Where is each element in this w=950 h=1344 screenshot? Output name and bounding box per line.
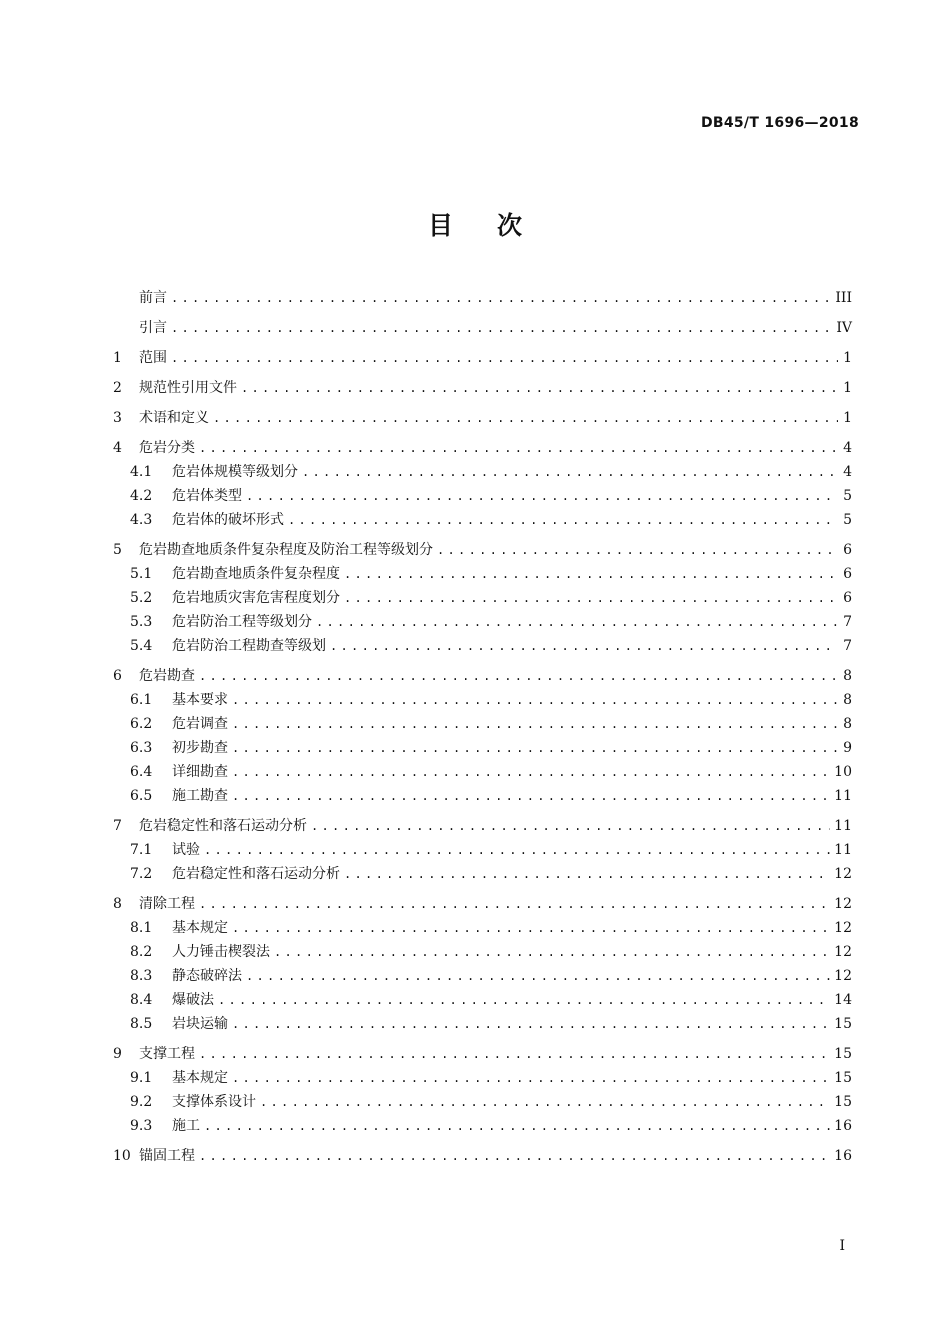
dot-leader bbox=[204, 1114, 830, 1138]
toc-entry-number: 8.1 bbox=[130, 920, 153, 936]
toc-entry[interactable] bbox=[113, 376, 852, 400]
toc-entry[interactable] bbox=[113, 1114, 852, 1138]
toc-entry-page: III bbox=[835, 290, 852, 306]
toc-entry-page: 12 bbox=[834, 944, 852, 960]
toc-entry-label: 危岩调查 bbox=[172, 716, 228, 732]
toc-entry[interactable] bbox=[113, 484, 852, 508]
dot-leader bbox=[171, 316, 832, 340]
toc-entry-page: 15 bbox=[834, 1094, 852, 1110]
toc-entry-label: 引言 bbox=[139, 320, 167, 336]
toc-entry-label: 静态破碎法 bbox=[172, 968, 242, 984]
toc-entry-number: 5.2 bbox=[130, 590, 153, 606]
toc-entry-number: 7.2 bbox=[130, 866, 153, 882]
toc-entry-page: 7 bbox=[843, 638, 852, 654]
toc-entry-number: 9.2 bbox=[130, 1094, 153, 1110]
toc-entry-number: 4.2 bbox=[130, 488, 153, 504]
toc-entry[interactable] bbox=[113, 988, 852, 1012]
toc-entry-label: 支撑体系设计 bbox=[172, 1094, 256, 1110]
toc-entry-number: 2 bbox=[113, 380, 122, 396]
toc-entry-label: 支撑工程 bbox=[139, 1046, 195, 1062]
toc-entry-number: 5.3 bbox=[130, 614, 153, 630]
table-of-contents bbox=[113, 286, 852, 1168]
dot-leader bbox=[213, 406, 838, 430]
toc-entry[interactable] bbox=[113, 436, 852, 460]
toc-entry-label: 危岩勘查地质条件复杂程度 bbox=[172, 566, 340, 582]
toc-entry-label: 危岩体的破坏形式 bbox=[172, 512, 284, 528]
toc-entry[interactable] bbox=[113, 736, 852, 760]
toc-entry-page: 12 bbox=[834, 896, 852, 912]
toc-entry-page: 11 bbox=[834, 842, 852, 858]
toc-entry-page: 16 bbox=[834, 1118, 852, 1134]
toc-entry-label: 危岩防治工程勘查等级划 bbox=[172, 638, 326, 654]
document-code: DB45/T 1696—2018 bbox=[700, 115, 859, 131]
toc-entry-label: 前言 bbox=[139, 290, 167, 306]
toc-entry[interactable] bbox=[113, 610, 852, 634]
toc-entry[interactable] bbox=[113, 814, 852, 838]
dot-leader bbox=[232, 916, 830, 940]
toc-entry-number: 6 bbox=[113, 668, 122, 684]
dot-leader bbox=[330, 634, 838, 658]
toc-entry-page: 16 bbox=[834, 1148, 852, 1164]
toc-entry-number: 4.3 bbox=[130, 512, 153, 528]
toc-entry-label: 规范性引用文件 bbox=[139, 380, 237, 396]
toc-entry[interactable] bbox=[113, 688, 852, 712]
toc-entry-number: 7.1 bbox=[130, 842, 153, 858]
toc-entry[interactable] bbox=[113, 712, 852, 736]
toc-entry-number: 6.4 bbox=[130, 764, 153, 780]
page-number: I bbox=[839, 1238, 845, 1254]
dot-leader bbox=[232, 688, 838, 712]
dot-leader bbox=[344, 586, 838, 610]
dot-leader bbox=[171, 286, 831, 310]
toc-entry-label: 施工 bbox=[172, 1118, 200, 1134]
toc-entry-number: 8.2 bbox=[130, 944, 153, 960]
toc-entry-number: 8 bbox=[113, 896, 122, 912]
dot-leader bbox=[232, 736, 838, 760]
toc-entry-label: 岩块运输 bbox=[172, 1016, 228, 1032]
dot-leader bbox=[199, 436, 838, 460]
toc-entry-page: 15 bbox=[834, 1016, 852, 1032]
toc-entry-label: 基本规定 bbox=[172, 1070, 228, 1086]
toc-entry-page: 4 bbox=[843, 464, 852, 480]
dot-leader bbox=[246, 484, 838, 508]
toc-entry-page: 8 bbox=[843, 716, 852, 732]
toc-entry[interactable] bbox=[113, 1144, 852, 1168]
toc-entry-label: 清除工程 bbox=[139, 896, 195, 912]
toc-entry-page: 8 bbox=[843, 668, 852, 684]
toc-entry-page: 15 bbox=[834, 1046, 852, 1062]
toc-entry-label: 初步勘查 bbox=[172, 740, 228, 756]
dot-leader bbox=[260, 1090, 830, 1114]
toc-entry-number: 6.5 bbox=[130, 788, 153, 804]
toc-entry[interactable] bbox=[113, 508, 852, 532]
toc-entry-number: 10 bbox=[113, 1148, 131, 1164]
toc-entry-number: 5.4 bbox=[130, 638, 153, 654]
toc-entry-label: 危岩稳定性和落石运动分析 bbox=[172, 866, 340, 882]
toc-entry-page: 6 bbox=[843, 542, 852, 558]
toc-entry-label: 范围 bbox=[139, 350, 167, 366]
dot-leader bbox=[316, 610, 838, 634]
toc-entry-page: 6 bbox=[843, 566, 852, 582]
dot-leader bbox=[199, 1144, 830, 1168]
dot-leader bbox=[232, 760, 830, 784]
toc-entry-label: 详细勘查 bbox=[172, 764, 228, 780]
toc-entry-label: 术语和定义 bbox=[139, 410, 209, 426]
toc-entry-number: 9.1 bbox=[130, 1070, 153, 1086]
toc-entry-number: 8.4 bbox=[130, 992, 153, 1008]
dot-leader bbox=[246, 964, 830, 988]
dot-leader bbox=[232, 1066, 830, 1090]
toc-entry-page: 1 bbox=[843, 380, 852, 396]
toc-entry-label: 危岩体类型 bbox=[172, 488, 242, 504]
toc-entry-page: 15 bbox=[834, 1070, 852, 1086]
toc-entry-page: 11 bbox=[834, 818, 852, 834]
toc-entry-number: 5 bbox=[113, 542, 122, 558]
dot-leader bbox=[302, 460, 838, 484]
toc-entry-number: 6.3 bbox=[130, 740, 153, 756]
toc-entry[interactable] bbox=[113, 406, 852, 430]
toc-entry-page: 7 bbox=[843, 614, 852, 630]
toc-entry-number: 5.1 bbox=[130, 566, 153, 582]
toc-entry-page: 5 bbox=[843, 488, 852, 504]
dot-leader bbox=[311, 814, 830, 838]
toc-entry[interactable] bbox=[113, 940, 852, 964]
toc-entry-page: 12 bbox=[834, 920, 852, 936]
dot-leader bbox=[199, 664, 838, 688]
page-title: 目次 bbox=[427, 211, 566, 240]
toc-entry-page: 9 bbox=[843, 740, 852, 756]
toc-entry-label: 危岩体规模等级划分 bbox=[172, 464, 298, 480]
toc-entry-page: 10 bbox=[834, 764, 852, 780]
toc-entry-page: IV bbox=[836, 320, 852, 336]
toc-entry-number: 9 bbox=[113, 1046, 122, 1062]
dot-leader bbox=[232, 784, 830, 808]
toc-entry-label: 危岩勘查 bbox=[139, 668, 195, 684]
toc-entry-page: 1 bbox=[843, 410, 852, 426]
toc-entry[interactable] bbox=[113, 562, 852, 586]
toc-entry[interactable] bbox=[113, 316, 852, 340]
toc-entry-number: 8.3 bbox=[130, 968, 153, 984]
toc-entry[interactable] bbox=[113, 1012, 852, 1036]
toc-entry-label: 危岩分类 bbox=[139, 440, 195, 456]
toc-entry-number: 4.1 bbox=[130, 464, 153, 480]
toc-entry[interactable] bbox=[113, 964, 852, 988]
toc-entry-label: 人力锤击楔裂法 bbox=[172, 944, 270, 960]
toc-entry-label: 危岩防治工程等级划分 bbox=[172, 614, 312, 630]
toc-entry[interactable] bbox=[113, 664, 852, 688]
toc-entry[interactable] bbox=[113, 760, 852, 784]
toc-entry-page: 12 bbox=[834, 968, 852, 984]
toc-entry-label: 锚固工程 bbox=[139, 1148, 195, 1164]
dot-leader bbox=[232, 1012, 830, 1036]
dot-leader bbox=[344, 862, 830, 886]
toc-entry-label: 基本规定 bbox=[172, 920, 228, 936]
toc-entry[interactable] bbox=[113, 586, 852, 610]
toc-entry-number: 1 bbox=[113, 350, 122, 366]
toc-entry-page: 11 bbox=[834, 788, 852, 804]
dot-leader bbox=[171, 346, 838, 370]
toc-entry-label: 施工勘查 bbox=[172, 788, 228, 804]
toc-entry[interactable] bbox=[113, 634, 852, 658]
toc-entry-label: 爆破法 bbox=[172, 992, 214, 1008]
toc-entry[interactable] bbox=[113, 838, 852, 862]
toc-entry-number: 8.5 bbox=[130, 1016, 153, 1032]
toc-entry-number: 6.1 bbox=[130, 692, 153, 708]
toc-entry-page: 1 bbox=[843, 350, 852, 366]
toc-entry[interactable] bbox=[113, 916, 852, 940]
toc-entry-number: 4 bbox=[113, 440, 122, 456]
toc-entry[interactable] bbox=[113, 346, 852, 370]
toc-entry-label: 危岩勘查地质条件复杂程度及防治工程等级划分 bbox=[139, 542, 433, 558]
toc-entry[interactable] bbox=[113, 1090, 852, 1114]
toc-entry-page: 14 bbox=[834, 992, 852, 1008]
toc-entry[interactable] bbox=[113, 1042, 852, 1066]
dot-leader bbox=[199, 1042, 830, 1066]
toc-entry-page: 8 bbox=[843, 692, 852, 708]
toc-entry[interactable] bbox=[113, 538, 852, 562]
toc-entry[interactable] bbox=[113, 784, 852, 808]
dot-leader bbox=[204, 838, 830, 862]
toc-entry-page: 12 bbox=[834, 866, 852, 882]
toc-entry-label: 试验 bbox=[172, 842, 200, 858]
toc-entry[interactable] bbox=[113, 892, 852, 916]
toc-entry-number: 9.3 bbox=[130, 1118, 153, 1134]
toc-entry-number: 3 bbox=[113, 410, 122, 426]
dot-leader bbox=[241, 376, 838, 400]
dot-leader bbox=[199, 892, 830, 916]
toc-entry[interactable] bbox=[113, 460, 852, 484]
toc-entry-label: 危岩地质灾害危害程度划分 bbox=[172, 590, 340, 606]
toc-entry-page: 6 bbox=[843, 590, 852, 606]
toc-entry-number: 6.2 bbox=[130, 716, 153, 732]
toc-entry-page: 5 bbox=[843, 512, 852, 528]
toc-entry-label: 危岩稳定性和落石运动分析 bbox=[139, 818, 307, 834]
toc-entry-label: 基本要求 bbox=[172, 692, 228, 708]
toc-entry[interactable] bbox=[113, 862, 852, 886]
dot-leader bbox=[437, 538, 838, 562]
toc-entry-number: 7 bbox=[113, 818, 122, 834]
dot-leader bbox=[344, 562, 838, 586]
dot-leader bbox=[274, 940, 830, 964]
toc-entry[interactable] bbox=[113, 1066, 852, 1090]
toc-entry-page: 4 bbox=[843, 440, 852, 456]
toc-entry[interactable] bbox=[113, 286, 852, 310]
dot-leader bbox=[218, 988, 830, 1012]
dot-leader bbox=[288, 508, 838, 532]
dot-leader bbox=[232, 712, 838, 736]
